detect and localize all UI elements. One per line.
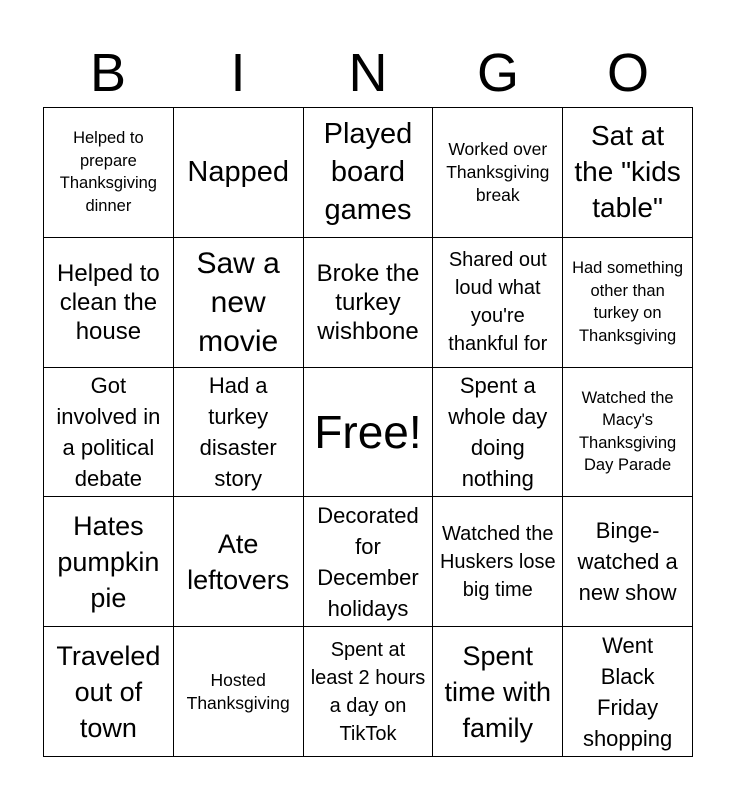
bingo-board: [43, 107, 693, 757]
bingo-cell: [174, 627, 304, 757]
cell-text: Had a turkey disaster story: [199, 372, 277, 491]
bingo-cell: [174, 368, 304, 498]
bingo-cell: [433, 627, 563, 757]
cell-text: Helped to prepare Thanksgiving dinner: [59, 129, 157, 215]
cell-text: Saw a new movie: [196, 246, 280, 358]
cell-text: Hates pumpkin pie: [57, 510, 160, 613]
bingo-cell: [304, 108, 434, 238]
cell-text: Hosted Thanksgiving: [186, 669, 290, 713]
header-letter-n: N: [348, 43, 388, 103]
cell-text: Worked over Thanksgiving break: [446, 138, 550, 205]
bingo-cell: [174, 108, 304, 238]
bingo-cell: [433, 368, 563, 498]
bingo-cell: [563, 497, 693, 627]
cell-text: Sat at the "kids table": [574, 120, 681, 224]
cell-text: Spent time with family: [444, 640, 552, 743]
header-letter-i: I: [230, 43, 246, 103]
bingo-header: [43, 40, 693, 106]
cell-text: Played board games: [323, 118, 413, 227]
cell-text: Had something other than turkey on Thanksgiving: [572, 259, 684, 345]
cell-text: Ate leftovers: [187, 528, 290, 595]
free-space-text: Free!: [314, 405, 422, 458]
bingo-cell: [174, 497, 304, 627]
bingo-cell: [174, 238, 304, 368]
free-space: [304, 368, 434, 498]
bingo-cell: [304, 627, 434, 757]
bingo-cell: [44, 627, 174, 757]
bingo-cell: [563, 627, 693, 757]
cell-text: Shared out loud what you're thankful for: [448, 249, 548, 356]
bingo-cell: [563, 238, 693, 368]
bingo-cell: [44, 238, 174, 368]
cell-text: Helped to clean the house: [57, 259, 160, 345]
cell-text: Spent at least 2 hours a day on TikTok: [310, 638, 426, 745]
bingo-cell: [304, 497, 434, 627]
cell-text: Napped: [187, 156, 289, 189]
bingo-cell: [433, 497, 563, 627]
header-letter-g: G: [476, 43, 519, 103]
bingo-cell: [44, 108, 174, 238]
header-letter-o: O: [606, 43, 649, 103]
bingo-cell: [433, 108, 563, 238]
cell-text: Got involved in a political debate: [56, 372, 161, 491]
cell-text: Broke the turkey wishbone: [316, 259, 420, 345]
bingo-cell: [563, 108, 693, 238]
cell-text: Traveled out of town: [56, 640, 161, 743]
header-letter-b: B: [89, 43, 127, 103]
cell-text: Went Black Friday shopping: [582, 632, 673, 751]
bingo-cell: [433, 238, 563, 368]
cell-text: Watched the Macy's Thanksgiving Day Parade: [578, 388, 677, 475]
bingo-cell: [44, 368, 174, 498]
cell-text: Watched the Huskers lose big time: [439, 522, 556, 601]
cell-text: Decorated for December holidays: [317, 502, 419, 621]
bingo-cell: [563, 368, 693, 498]
cell-text: Binge-watched a new show: [577, 518, 678, 606]
bingo-cell: [304, 238, 434, 368]
bingo-cell: [44, 497, 174, 627]
cell-text: Spent a whole day doing nothing: [448, 372, 548, 491]
